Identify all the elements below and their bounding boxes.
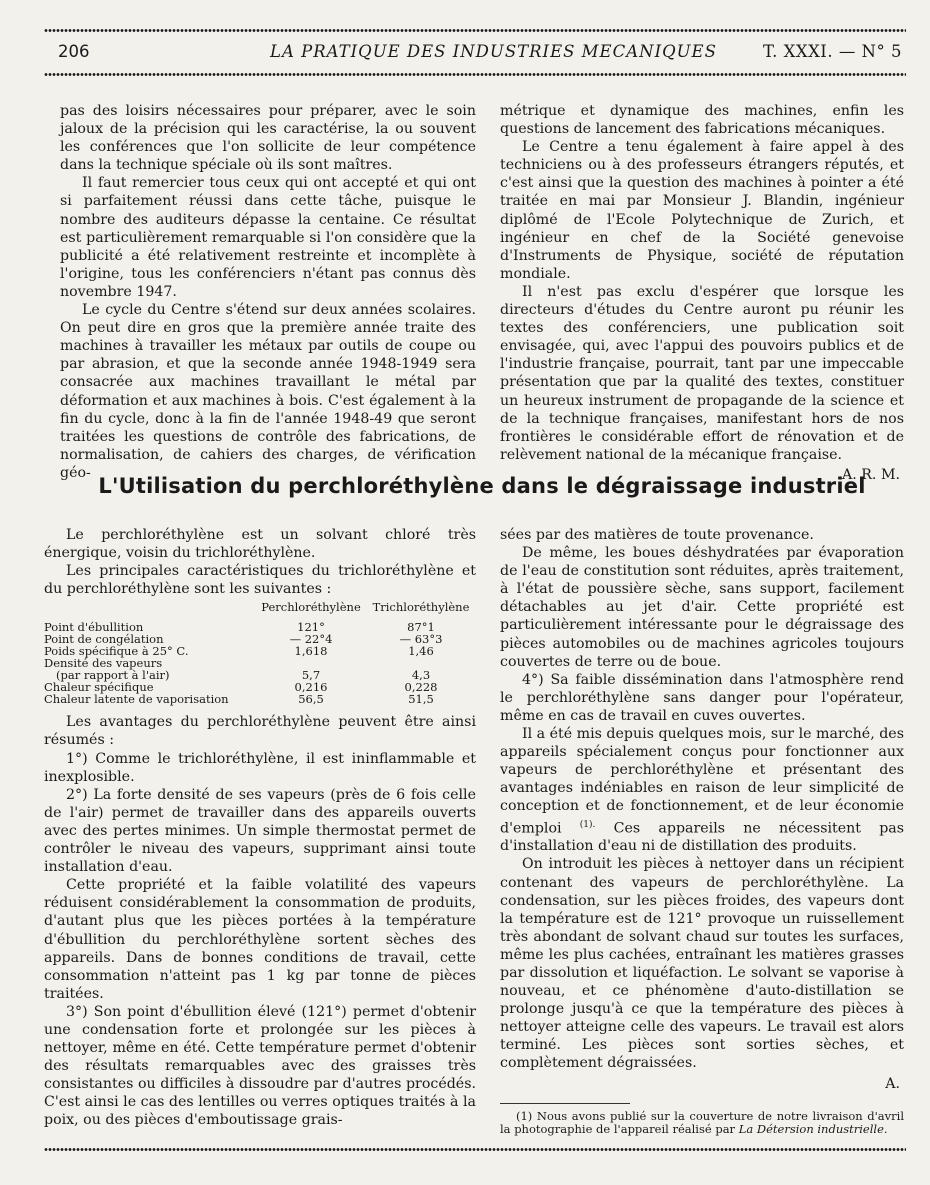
perc-value: 1,618 xyxy=(294,644,328,659)
property-name: Point de congélation xyxy=(44,632,164,647)
paragraph: Le perchloréthylène est un solvant chloré très énergique, voisin du trichloréthylène. xyxy=(44,527,476,562)
paragraph xyxy=(500,725,904,855)
author-signature: A. R. M. xyxy=(841,466,900,483)
article-right-column xyxy=(500,526,904,1136)
paragraph: métrique et dynamique des machines, enfin les questions de lancement des fabrications mécaniques. xyxy=(500,103,904,138)
paragraph: Les avantages du perchloréthylène peuvent être ainsi résumés : xyxy=(44,714,476,749)
paragraph: De même, les boues déshydratées par évaporation de l'eau de constitution sont réduites, après traitement, à l'état de poussière sèche, sans support, facilement détachables au jet d'air. Cette propriété est particulièrement intéressante pour le dégraissage des pièces automobiles ou de machines agricoles toujours couvertes de terre ou de boue. xyxy=(500,545,904,670)
footnote xyxy=(500,1110,904,1136)
perc-value: — 22°4 xyxy=(289,632,333,647)
footnote-marker: (1) xyxy=(516,1108,533,1123)
journal-title: LA PRATIQUE DES INDUSTRIES MECANIQUES xyxy=(270,42,717,61)
paragraph-text: Ces appareils ne nécessitent pas d'installation d'eau ni de distillation des produits. xyxy=(500,820,905,855)
property-name: (par rapport à l'air) xyxy=(56,668,170,683)
footnote-reference: (1). xyxy=(579,819,596,830)
paragraph: 1°) Comme le trichloréthylène, il est ininflammable et inexplosible. xyxy=(44,750,476,785)
tri-value: — 63°3 xyxy=(399,632,443,647)
paragraph: 2°) La forte densité de ses vapeurs (près de 6 fois celle de l'air) permet de travailler dans des appareils ouverts avec des pertes minimes. Un simple thermostat permet de contrôler le niveau des vapeurs, supprimant ainsi toute installation d'eau. xyxy=(44,786,476,876)
perc-value: 5,7 xyxy=(301,668,321,683)
paragraph: 4°) Sa faible dissémination dans l'atmosphère rend le perchloréthylène sans danger pour l'opérateur, même en cas de travail en cuves ouvertes. xyxy=(500,671,904,724)
property-name: Chaleur latente de vaporisation xyxy=(44,692,229,707)
volume-issue: T. XXXI. — N° 5 xyxy=(763,42,902,61)
footnote-publication: La Détersion industrielle. xyxy=(738,1121,888,1136)
top-article-left-column xyxy=(60,102,476,482)
paragraph: Les principales caractéristiques du trichloréthylène et du perchloréthylène sont les suivantes : xyxy=(44,563,476,598)
paragraph: Il faut remercier tous ceux qui ont accepté et qui ont si parfaitement réussi dans cette tâche, puisque le nombre des auditeurs dépasse la centaine. Ce résultat est particulièrement remarquable si l'on considère que la publicité a été relativement restreinte et incomplète à l'origine, tous les conférenciers n'étant pas connus dès novembre 1947. xyxy=(60,175,476,300)
property-name: Densité des vapeurs xyxy=(44,656,163,671)
table-row xyxy=(44,693,476,705)
properties-table xyxy=(44,600,476,705)
table-header-perchlorethylene: Perchloréthylène xyxy=(261,600,361,615)
table-header-blank xyxy=(44,600,256,621)
tri-value: 0,228 xyxy=(404,680,438,695)
tri-value: 1,46 xyxy=(408,644,434,659)
perc-value: 121° xyxy=(297,620,325,635)
tri-value: 4,3 xyxy=(411,668,431,683)
page-number: 206 xyxy=(58,42,90,61)
paragraph: sées par des matières de toute provenance. xyxy=(500,527,814,543)
paragraph: pas des loisirs nécessaires pour préparer, avec le soin jaloux de la précision qui les caractérise, la ou souvent les conférences que l'on sollicite de leur compétence dans la technique spéciale où ils sont maîtres. xyxy=(60,103,476,174)
paragraph: Cette propriété et la faible volatilité des vapeurs réduisent considérablement la consommation de produits, d'autant plus que les pièces portées à la température d'ébullition du perchloréthylène sortent sèches des appareils. Dans de bonnes conditions de travail, cette consommation n'atteint pas 1 kg par tonne de pièces traitées. xyxy=(44,877,476,1002)
author-signature: A. xyxy=(885,1075,900,1092)
property-name: Poids spécifique à 25° C. xyxy=(44,644,189,659)
footnote-rule xyxy=(500,1103,630,1104)
paragraph: Le cycle du Centre s'étend sur deux années scolaires. On peut dire en gros que la première année traite des machines à travailler les métaux par outils de coupe ou par abrasion, et que la seconde année 1948-1949 sera consacrée aux machines travaillant le métal par déformation et aux machines à bois. C'est également à la fin du cycle, donc à la fin de l'année 1948-49 que seront traitées les questions de contrôle des fabrications, de normalisation, de cahiers des charges, de vérification géo- xyxy=(60,302,476,481)
perc-value: 0,216 xyxy=(294,680,328,695)
paragraph-text: Il a été mis depuis quelques mois, sur le marché, des appareils spécialement conçus pour fonctionner aux vapeurs de perchloréthylène et présentant des avantages indéniables en raison de leur simplicité de conception et de fonctionnement, et de leur économie d'emploi xyxy=(500,726,904,837)
bottom-dotted-rule xyxy=(44,1147,906,1152)
tri-value: 51,5 xyxy=(408,692,434,707)
article-title: L'Utilisation du perchloréthylène dans le dégraissage industriel xyxy=(98,474,866,498)
top-article-right-column xyxy=(500,102,904,484)
property-name: Chaleur spécifique xyxy=(44,680,154,695)
running-header xyxy=(50,40,906,66)
paragraph: 3°) Son point d'ébullition élevé (121°) permet d'obtenir une condensation forte et prolongée sur les pièces à nettoyer, même en été. Cette température permet d'obtenir des résultats remarquables avec des graisses très consistantes ou difficiles à dissoudre par d'autres procédés. C'est ainsi le cas des lentilles ou verres optiques traités à la poix, ou des pièces d'emboutissage grais- xyxy=(44,1003,476,1129)
perc-value: 56,5 xyxy=(298,692,324,707)
tri-value: 87°1 xyxy=(407,620,435,635)
paragraph: On introduit les pièces à nettoyer dans un récipient contenant des vapeurs de perchloréthylène. La condensation, sur les pièces froides, des vapeurs dont la température est de 121° provoque un ruissellement très abondant de solvant chaud sur toutes les surfaces, même les plus cachées, entraînant les matières grasses par dissolution et liquéfaction. Le solvant se vaporise à nouveau, et ce phénomène d'auto-distillation se prolonge jusqu'à ce que la température des pièces à nettoyer atteigne celle des vapeurs. Le travail est alors terminé. Les pièces sont sorties sèches, et complètement dégraissées. xyxy=(500,856,904,1072)
paragraph: Il n'est pas exclu d'espérer que lorsque les directeurs d'études du Centre auront pu réunir les textes des conférenciers, une publication soit envisagée, qui, avec l'appui des pouvoirs publics et de l'industrie française, pourrait, tant par une impeccable présentation que par la qualité des textes, constituer un heureux instrument de propagande de la science et de la technique françaises, manifestant hors de nos frontières le considérable effort de rénovation et de relèvement national de la mécanique française. xyxy=(500,283,904,463)
footnote-text: Nous avons publié sur la couverture de notre livraison d'avril la photographie de l'appareil réalisé par xyxy=(500,1108,905,1136)
header-dotted-rule xyxy=(44,72,906,77)
table-header-row xyxy=(44,600,476,621)
table-header-trichlorethylene: Trichloréthylène xyxy=(372,600,470,615)
top-dotted-rule xyxy=(44,28,906,33)
paragraph: Le Centre a tenu également à faire appel à des techniciens ou à des professeurs étrangers réputés, et c'est ainsi que la question des machines à pointer a été traitée en mai par Monsieur J. Blandin, ingénieur diplômé de l'Ecole Polytechnique de Zurich, et ingénieur en chef de la Société genevoise d'Instruments de Physique, société de réputation mondiale. xyxy=(500,139,904,282)
property-name: Point d'ébullition xyxy=(44,620,144,635)
article-left-column xyxy=(44,526,476,1130)
